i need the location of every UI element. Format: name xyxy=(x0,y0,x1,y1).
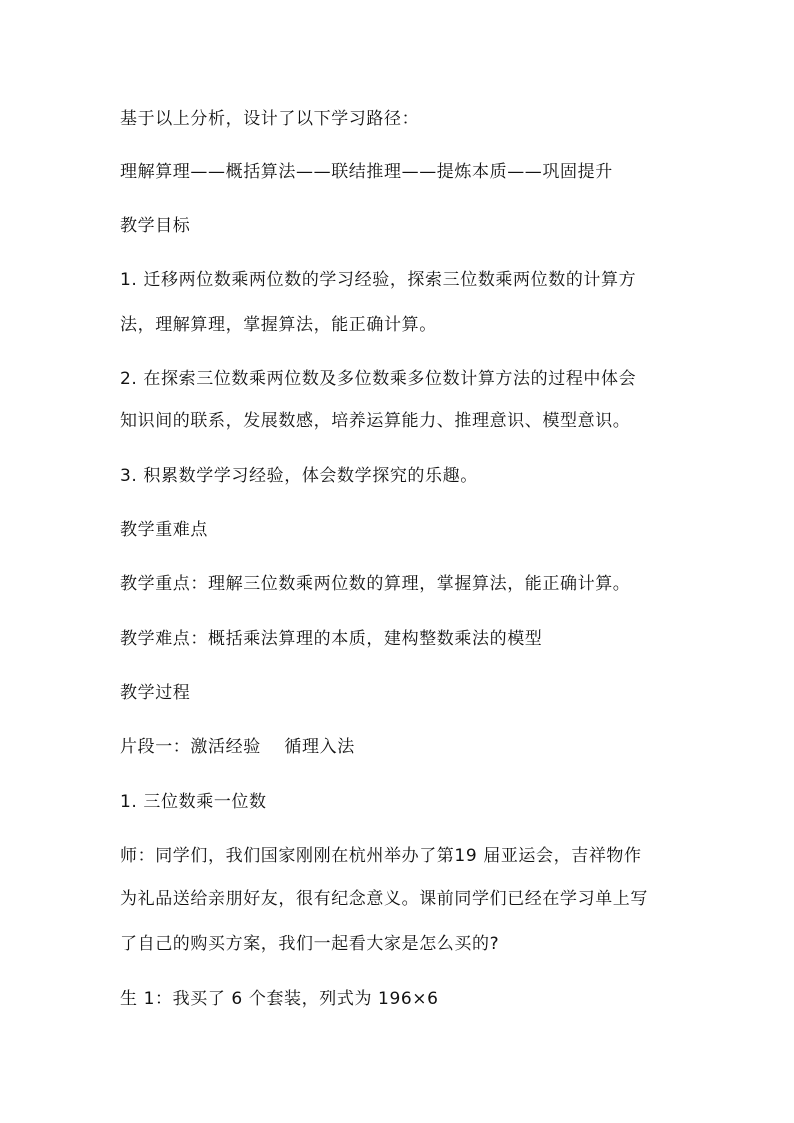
process-heading: 教学过程 xyxy=(120,683,191,703)
goals-heading: 教学目标 xyxy=(120,216,191,236)
difficult-point: 教学难点：概括乘法算理的本质，建构整数乘法的模型 xyxy=(120,629,543,649)
key-points-heading: 教学重难点 xyxy=(120,520,208,540)
goal-2-line-1: 2. 在探索三位数乘两位数及多位数乘多位数计算方法的过程中体会 xyxy=(120,369,637,389)
teacher-line-2: 为礼品送给亲朋好友，很有纪念意义。课前同学们已经在学习单上写 xyxy=(120,889,648,909)
student-1-answer: 生 1：我买了 6 个套装，列式为 196×6 xyxy=(120,989,439,1009)
goal-1-line-2: 法，理解算理，掌握算法，能正确计算。 xyxy=(120,315,437,335)
goal-2-line-2: 知识间的联系，发展数感，培养运算能力、推理意识、模型意识。 xyxy=(120,411,631,431)
goal-3: 3. 积累数学学习经验，体会数学探究的乐趣。 xyxy=(120,466,478,486)
segment-1-title: 片段一：激活经验 循理入法 xyxy=(120,737,355,757)
subsection-1-title: 1. 三位数乘一位数 xyxy=(120,792,267,812)
intro-text: 基于以上分析，设计了以下学习路径： xyxy=(120,109,420,129)
goal-1-line-1: 1. 迁移两位数乘两位数的学习经验，探索三位数乘两位数的计算方 xyxy=(120,270,637,290)
teacher-line-1: 师：同学们，我们国家刚刚在杭州举办了第19 届亚运会，吉祥物作 xyxy=(120,846,642,866)
key-point: 教学重点：理解三位数乘两位数的算理，掌握算法，能正确计算。 xyxy=(120,574,631,594)
teacher-line-3: 了自己的购买方案，我们一起看大家是怎么买的? xyxy=(120,934,500,954)
learning-path: 理解算理——概括算法——联结推理——提炼本质——巩固提升 xyxy=(120,162,613,182)
